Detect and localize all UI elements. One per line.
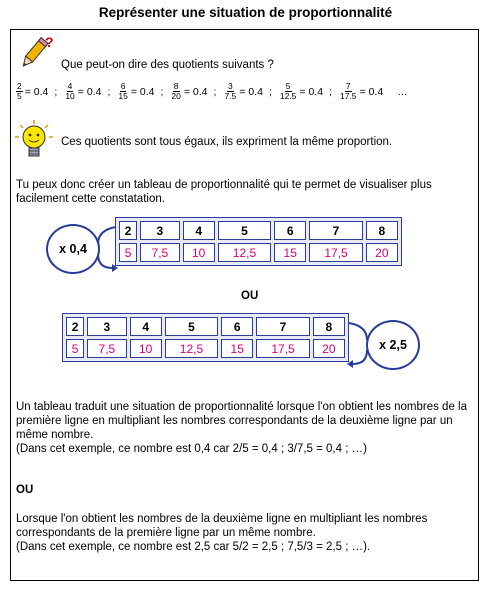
table-cell: 20 [313,339,345,358]
table-cell: 3 [87,317,126,336]
table-cell: 7 [256,317,309,336]
fraction: $\frac{5}{12.5}$ [279,81,297,101]
rule-1-text: Un tableau traduit une situation de proportionnalité lorsque l'on obtient les nombres de la première ligne en multipliant les nombres correspondants de la deuxième ligne par un même nombre. [16,401,467,441]
question-text: Que peut-on dire des quotients suivants ? [61,59,274,71]
content-frame [10,29,479,581]
table-cell: 7 [309,221,362,240]
fraction: $\frac{3}{7.5}$ [224,81,237,101]
table-cell: 7,5 [140,243,179,262]
proportion-table-2 [62,313,349,362]
rule-2-text: Lorsque l'on obtient les nombres de la deuxième ligne en multipliant les nombres correspondants de la première ligne par un même nombre. [16,513,428,539]
table-cell: 12,5 [218,243,271,262]
ou-label: OU [241,290,259,302]
table-cell: 5 [218,221,271,240]
fraction: $\frac{4}{10}$ [65,81,75,101]
table-cell: 17,5 [256,339,309,358]
fraction: $\frac{8}{20}$ [171,81,181,101]
fraction-row: $\frac{2}{5}$ = 0.4 ; $\frac{4}{10}$ = 0.4 ; $\frac{6}{15}$ = 0.4 ; $\frac{8}{20}$ = 0.4 ; $\frac{3}{7.5}$ = 0.4 ; $\frac{5}{12.5}$ = 0.4 ; $\frac{7}{17.5}$ = 0.4 … [17,81,408,101]
ou-label-2: OU [16,484,34,496]
page-title: Représenter une situation de proportionnalité [98,5,393,20]
table-cell: 8 [313,317,345,336]
table-cell: 4 [130,317,162,336]
table-cell: 10 [130,339,162,358]
table-cell: 7,5 [87,339,126,358]
factor-bubble-1: x 0,4 [46,224,100,274]
table-cell: 2 [66,317,84,336]
table-cell: 20 [366,243,398,262]
table-cell: 5 [119,243,137,262]
table-cell: 15 [274,243,306,262]
lightbulb-icon [14,119,54,163]
proportion-table-1 [115,217,402,266]
table-cell: 10 [183,243,215,262]
fraction: $\frac{6}{15}$ [118,81,128,101]
table-cell: 5 [165,317,218,336]
table-cell: 17,5 [309,243,362,262]
pencil-question-icon [14,34,54,74]
table-cell: 6 [221,317,253,336]
table-cell: 8 [366,221,398,240]
table-cell: 12,5 [165,339,218,358]
rule-1-example: (Dans cet exemple, ce nombre est 0,4 car 2/5 = 0,4 ; 3/7,5 = 0,4 ; …) [16,443,367,455]
fraction: $\frac{7}{17.5}$ [339,81,357,101]
intro-text: Tu peux donc créer un tableau de proportionnalité qui te permet de visualiser plus facilement cette constatation. [16,179,432,205]
rule-2-example: (Dans cet exemple, ce nombre est 2,5 car 5/2 = 2,5 ; 7,5/3 = 2,5 ; …). [16,541,371,553]
fraction-ellipsis: … [397,85,408,98]
table-cell: 6 [274,221,306,240]
answer-text: Ces quotients sont tous égaux, ils expriment la même proportion. [61,136,393,148]
svg-text:?: ? [45,34,54,50]
factor-bubble-2: x 2,5 [366,320,420,370]
table-cell: 15 [221,339,253,358]
fraction: $\frac{2}{5}$ [17,81,22,101]
table-cell: 2 [119,221,137,240]
table-cell: 5 [66,339,84,358]
table-cell: 3 [140,221,179,240]
table-cell: 4 [183,221,215,240]
